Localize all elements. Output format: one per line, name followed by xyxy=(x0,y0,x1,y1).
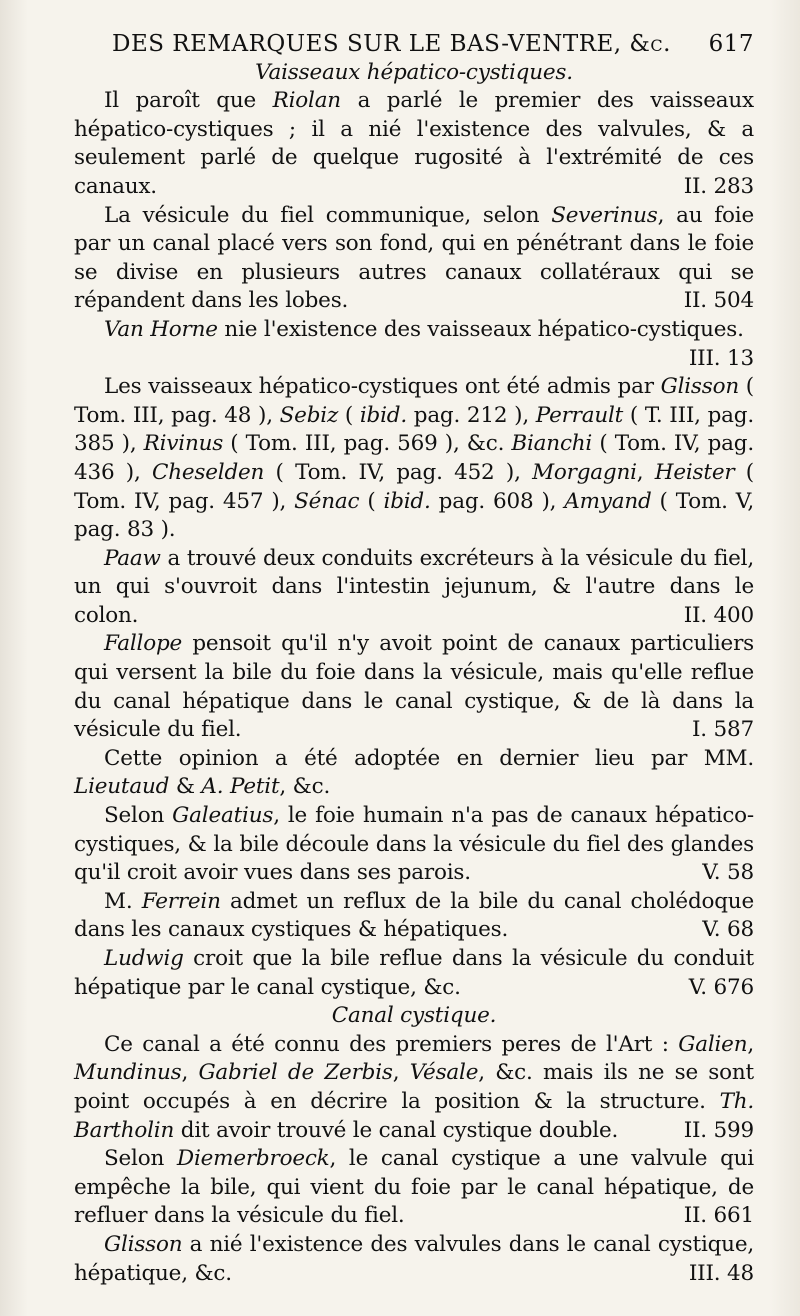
entry-text: Ce canal a été connu des premiers peres de l'Art : xyxy=(104,1031,679,1057)
author-name: Bianchi xyxy=(511,431,593,457)
entry-paragraph xyxy=(74,373,754,545)
page-number: 617 xyxy=(708,31,754,57)
author-name: Gabriel de Zerbis xyxy=(198,1060,393,1086)
volume-reference: V. 68 xyxy=(702,917,754,943)
entry-text: admet un reflux de la bile du canal cholédoque dans les canaux cystiques & hépatiques. xyxy=(74,888,754,943)
ibid-abbrev: ibid. xyxy=(383,488,431,514)
entry-paragraph xyxy=(74,1231,754,1288)
entry-paragraph xyxy=(74,630,754,744)
author-name: Van Horne xyxy=(104,316,218,342)
entry-text: Selon xyxy=(104,803,173,829)
entry-text: ( Tom. V, pag. 83 ). xyxy=(74,488,754,543)
entry-text: , &c. mais ils ne se sont point occupés à en décrire la position & la structure. xyxy=(74,1060,754,1114)
author-name: Sebiz xyxy=(279,402,339,428)
entry-text: Il paroît que xyxy=(104,88,273,114)
entry-text: , au foie par un canal placé vers son fond, qui en pénétrant dans le foie se divise en plusieurs autres canaux collatéraux qui se répandent dans les lobes. xyxy=(74,202,755,314)
entry-paragraph xyxy=(74,945,754,1002)
author-name: Riolan xyxy=(272,88,341,114)
author-name: Morgagni xyxy=(532,459,637,485)
author-name: Ferrein xyxy=(141,888,221,914)
entry-text: ( Tom. IV, pag. 436 ), xyxy=(74,431,754,485)
entry-text: dit avoir trouvé le canal cystique double. xyxy=(174,1117,619,1143)
volume-reference: V. 58 xyxy=(702,860,754,886)
entry-text: La vésicule du fiel communique, selon xyxy=(104,202,552,228)
author-name: Sénac xyxy=(294,488,360,514)
entry-text: ( Tom. III, pag. 48 ), xyxy=(74,374,754,428)
entry-text: , xyxy=(392,1060,410,1086)
entry-text: pensoit qu'il n'y avoit point de canaux particuliers qui versent la bile du foie dans la vésicule, mais qu'elle reflue du canal hépatique dans le canal cystique, & de là dans la vésicule du fiel. xyxy=(74,631,754,743)
author-name: Perrault xyxy=(535,402,624,428)
entry-text: M. xyxy=(104,888,142,914)
ibid-abbrev: ibid. xyxy=(359,402,407,428)
entry-text: , le canal cystique a une valvule qui empêche la bile, qui vient du foie par le canal hépatique, de refluer dans la vésicule du fiel. xyxy=(74,1146,754,1229)
entry-text: , &c. xyxy=(279,774,331,800)
author-name: Galien xyxy=(678,1031,748,1057)
entry-paragraph xyxy=(74,802,754,888)
section-title: Vaisseaux hépatico-cystiques. xyxy=(255,59,573,85)
author-name: A. Petit xyxy=(201,774,280,800)
volume-reference: II. 661 xyxy=(683,1203,754,1229)
volume-reference: II. 283 xyxy=(683,173,754,199)
running-title: DES REMARQUES SUR LE BAS-VENTRE, &c. xyxy=(112,31,671,57)
volume-reference: V. 676 xyxy=(688,974,754,1000)
author-name: Rivinus xyxy=(143,431,224,457)
volume-reference: III. 13 xyxy=(688,345,754,371)
author-name: Diemerbroeck xyxy=(176,1146,330,1172)
entry-text: ( Tom. IV, pag. 457 ), xyxy=(74,459,754,514)
entry-paragraph xyxy=(74,202,754,316)
author-name: Cheselden xyxy=(151,459,265,485)
entry-paragraph xyxy=(74,545,754,631)
entry-text: ( Tom. IV, pag. 452 ), xyxy=(264,459,533,485)
entry-paragraph xyxy=(74,745,754,802)
volume-reference: III. 48 xyxy=(688,1260,754,1286)
author-name: Severinus xyxy=(551,202,658,228)
running-header xyxy=(112,30,754,59)
author-name: Ludwig xyxy=(104,946,184,971)
entry-text: pag. 212 ), xyxy=(406,402,536,428)
entry-text: , le foie humain n'a pas de canaux hépatico-cystiques, & la bile découle dans la vésicule du fiel des glandes qu'il croit avoir vues dans ses parois. xyxy=(74,803,754,886)
author-name: Th. Bartholin xyxy=(74,1088,754,1143)
entry-text: croit que la bile reflue dans la vésicule du conduit hépatique par le canal cystique, &c. xyxy=(74,946,754,1000)
entry-paragraph xyxy=(74,1145,754,1231)
entry-text: Cette opinion a été adoptée en dernier lieu par MM. xyxy=(104,745,754,771)
volume-reference: II. 599 xyxy=(683,1117,754,1143)
entry-text: , xyxy=(747,1031,754,1057)
entry-paragraph xyxy=(74,316,754,373)
entry-text: nie l'existence des vaisseaux hépatico-cystiques. xyxy=(217,316,744,342)
author-name: Glisson xyxy=(104,1231,183,1257)
entry-text: Selon xyxy=(104,1146,177,1172)
entry-text: ( xyxy=(338,402,360,428)
entry-text: ( T. III, pag. 385 ), xyxy=(74,402,754,457)
entry-text: a nié l'existence des valvules dans le canal cystique, hépatique, &c. xyxy=(74,1231,754,1286)
volume-reference: I. 587 xyxy=(692,717,754,743)
entry-text: ( xyxy=(359,488,384,514)
entry-text: a parlé le premier des vaisseaux hépatico-cystiques ; il a nié l'existence des valvules, & a seulement parlé de quelque rugosité à l'extrémité de ces canaux. xyxy=(74,88,754,199)
entry-paragraph xyxy=(74,888,754,945)
author-name: Vésale xyxy=(409,1060,479,1086)
entry-text: , xyxy=(636,459,655,485)
section-title: Canal cystique. xyxy=(331,1003,497,1029)
page-content xyxy=(74,30,754,1288)
volume-reference: II. 400 xyxy=(683,602,754,628)
entry-paragraph xyxy=(74,87,754,201)
author-name: Mundinus xyxy=(74,1060,182,1086)
author-name: Paaw xyxy=(104,545,161,571)
volume-reference: II. 504 xyxy=(683,288,754,314)
entry-text: a trouvé deux conduits excréteurs à la vésicule du fiel, un qui s'ouvroit dans l'intestin jejunum, & l'autre dans le colon. xyxy=(74,545,754,628)
author-name: Fallope xyxy=(104,631,183,657)
entry-text: & xyxy=(169,774,202,800)
author-name: Lieutaud xyxy=(74,774,170,800)
entry-text: pag. 608 ), xyxy=(430,488,565,514)
author-name: Amyand xyxy=(564,488,652,514)
entry-text: Les vaisseaux hépatico-cystiques ont été admis par xyxy=(104,374,661,400)
author-name: Heister xyxy=(654,459,735,485)
entry-text: , xyxy=(181,1060,199,1086)
author-name: Glisson xyxy=(660,374,739,400)
entry-paragraph xyxy=(74,1031,754,1145)
entry-text: ( Tom. III, pag. 569 ), &c. xyxy=(223,431,512,457)
author-name: Galeatius xyxy=(172,803,274,829)
